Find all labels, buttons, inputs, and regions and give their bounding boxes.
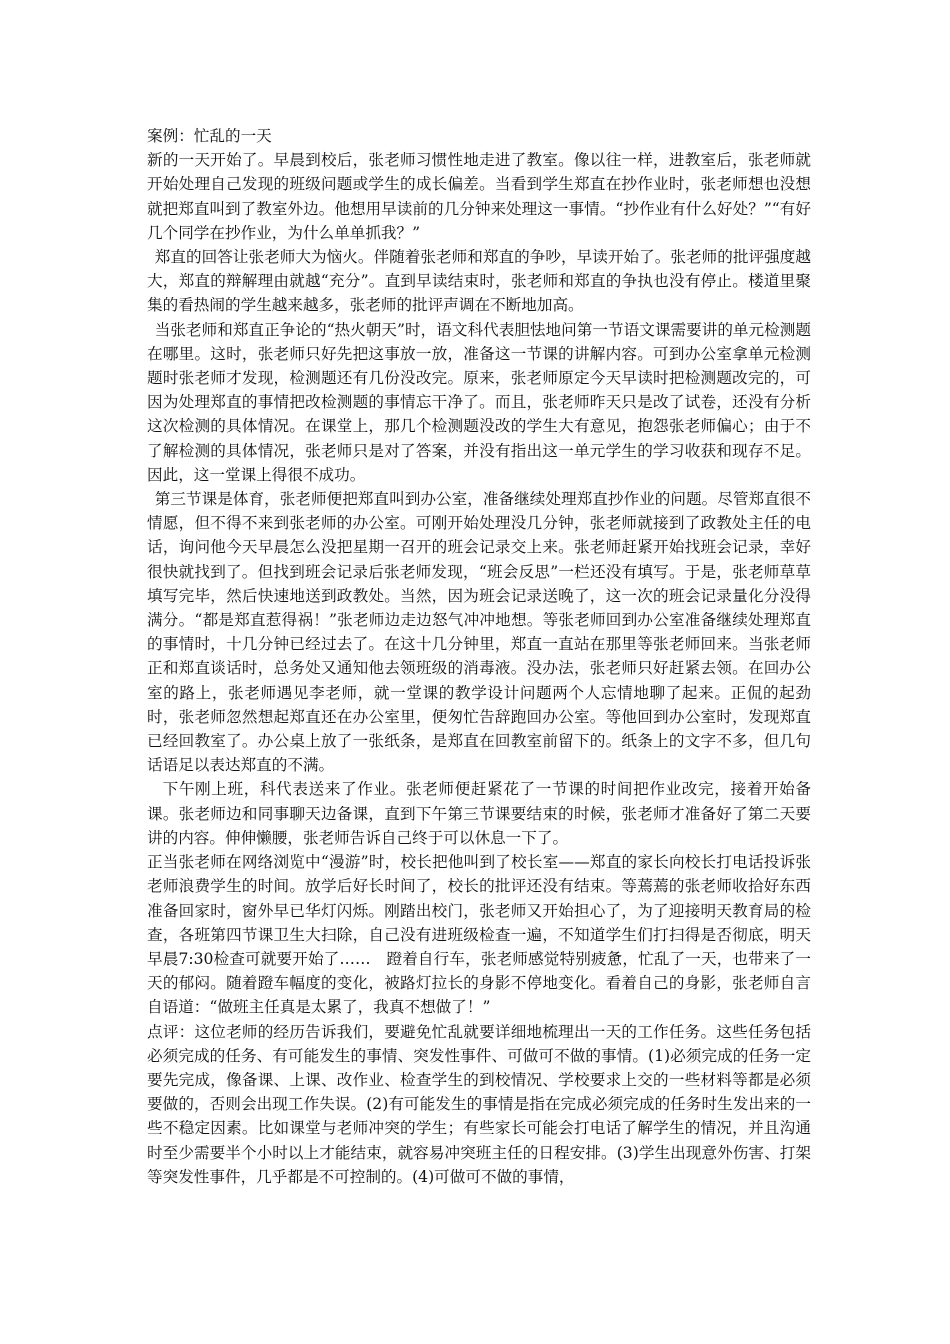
document-body <box>147 124 811 1189</box>
document-title: 案例：忙乱的一天 <box>147 127 272 145</box>
paragraph-5: 下午刚上班，科代表送来了作业。张老师便赶紧花了一节课的时间把作业改完，接着开始备课。张老师边和同事聊天边备课，直到下午第三节课要结束的时候，张老师才准备好了第二天要讲的内容。伸伸懒腰，张老师告诉自己终于可以休息一下了。 <box>147 780 811 847</box>
paragraph-3: 当张老师和郑直正争论的“热火朝天”时，语文科代表胆怯地问第一节语文课需要讲的单元检测题在哪里。这时，张老师只好先把这事放一放，准备这一节课的讲解内容。可到办公室拿单元检测题时张老师才发现，检测题还有几份没改完。原来，张老师原定今天早读时把检测题改完的，可因为处理郑直的事情把改检测题的事情忘干净了。而且，张老师昨天只是改了试卷，还没有分析这次检测的具体情况。在课堂上，那几个检测题没改的学生大有意见，抱怨张老师偏心；由于不了解检测的具体情况，张老师只是对了答案，并没有指出这一单元学生的学习收获和现存不足。因此，这一堂课上得很不成功。 <box>147 320 811 484</box>
paragraph-6: 正当张老师在网络浏览中“漫游”时，校长把他叫到了校长室——郑直的家长向校长打电话投诉张老师浪费学生的时间。放学后好长时间了，校长的批评还没有结束。等蔫蔫的张老师收拾好东西准备回家时，窗外早已华灯闪烁。刚踏出校门，张老师又开始担心了，为了迎接明天教育局的检查，各班第四节课卫生大扫除，自己没有进班级检查一遍，不知道学生们打扫得是否彻底，明天早晨7:30检查可就要开始了…… 蹬着自行车，张老师感觉特别疲惫，忙乱了一天，也带来了一天的郁闷。随着蹬车幅度的变化，被路灯拉长的身影不停地变化。看着自己的身影，张老师自言自语道：“做班主任真是太累了，我真不想做了！” <box>147 853 811 1017</box>
paragraph-1: 新的一天开始了。早晨到校后，张老师习惯性地走进了教室。像以往一样，进教室后，张老师就开始处理自己发现的班级问题或学生的成长偏差。当看到学生郑直在抄作业时，张老师想也没想就把郑直叫到了教室外边。他想用早读前的几分钟来处理这一事情。“抄作业有什么好处？”“有好几个同学在抄作业，为什么单单抓我？” <box>147 151 811 242</box>
commentary-paragraph: 点评：这位老师的经历告诉我们，要避免忙乱就要详细地梳理出一天的工作任务。这些任务包括必须完成的任务、有可能发生的事情、突发性事件、可做可不做的事情。(1)必须完成的任务一定要先完成，像备课、上课、改作业、检查学生的到校情况、学校要求上交的一些材料等都是必须要做的，否则会出现工作失误。(2)有可能发生的事情是指在完成必须完成的任务时生发出来的一些不稳定因素。比如课堂与老师冲突的学生；有些家长可能会打电话了解学生的情况，并且沟通时至少需要半个小时以上才能结束，就容易冲突班主任的日程安排。(3)学生出现意外伤害、打架等突发性事件，几乎都是不可控制的。(4)可做可不做的事情， <box>147 1022 811 1186</box>
paragraph-4: 第三节课是体育，张老师便把郑直叫到办公室，准备继续处理郑直抄作业的问题。尽管郑直很不情愿，但不得不来到张老师的办公室。可刚开始处理没几分钟，张老师就接到了政教处主任的电话，询问他今天早晨怎么没把星期一召开的班会记录交上来。张老师赶紧开始找班会记录，幸好很快就找到了。但找到班会记录后张老师发现，“班会反思”一栏还没有填写。于是，张老师草草填写完毕，然后快速地送到政教处。当然，因为班会记录送晚了，这一次的班会记录量化分没得满分。“都是郑直惹得祸！”张老师边走边怒气冲冲地想。等张老师回到办公室准备继续处理郑直的事情时，十几分钟已经过去了。在这十几分钟里，郑直一直站在那里等张老师回来。当张老师正和郑直谈话时，总务处又通知他去领班级的消毒液。没办法，张老师只好赶紧去领。在回办公室的路上，张老师遇见李老师，就一堂课的教学设计问题两个人忘情地聊了起来。正侃的起劲时，张老师忽然想起郑直还在办公室里，便匆忙告辞跑回办公室。等他回到办公室时，发现郑直已经回教室了。办公桌上放了一张纸条，是郑直在回教室前留下的。纸条上的文字不多，但几句话语足以表达郑直的不满。 <box>147 490 811 775</box>
paragraph-2: 郑直的回答让张老师大为恼火。伴随着张老师和郑直的争吵，早读开始了。张老师的批评强度越大，郑直的辩解理由就越“充分”。直到早读结束时，张老师和郑直的争执也没有停止。楼道里聚集的看热闹的学生越来越多，张老师的批评声调在不断地加高。 <box>147 248 811 315</box>
